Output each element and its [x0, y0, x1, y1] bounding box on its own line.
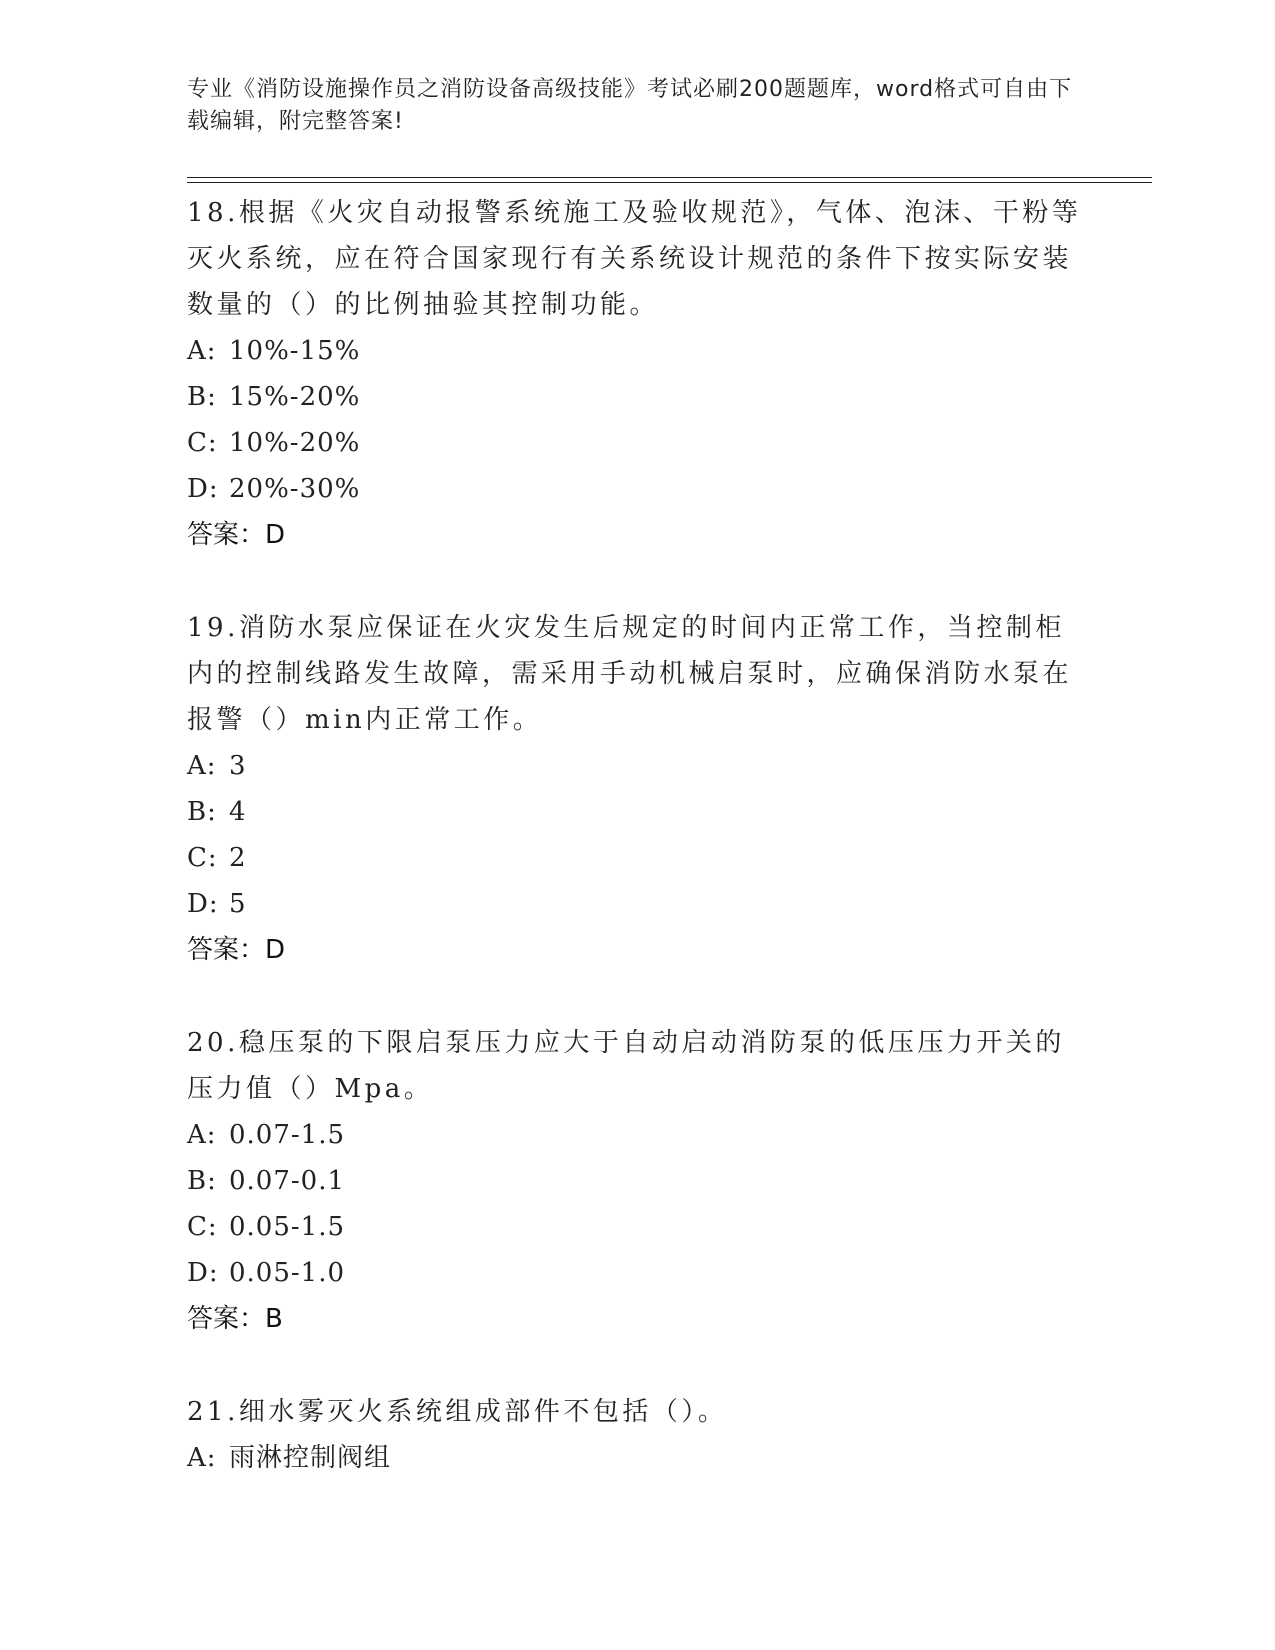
option-d — [187, 881, 1087, 927]
option-text: 雨淋控制阀组 — [229, 1443, 392, 1473]
question-item — [187, 605, 1087, 973]
option-letter: A: — [187, 1120, 217, 1150]
option-letter: A: — [187, 751, 217, 781]
question-text: 21.细水雾灭火系统组成部件不包括（）。 — [187, 1397, 728, 1427]
header-divider-double — [187, 182, 1152, 183]
question-item — [187, 190, 1087, 558]
option-text: 0.05-1.5 — [229, 1212, 346, 1242]
option-text: 20%-30% — [229, 474, 361, 504]
header-divider — [187, 177, 1152, 178]
answer-label: 答案：D — [187, 935, 286, 965]
option-letter: B: — [187, 797, 217, 827]
option-text: 2 — [229, 843, 247, 873]
question-text: 18.根据《火灾自动报警系统施工及验收规范》，气体、泡沫、干粉等灭火系统，应在符合国家现行有关系统设计规范的条件下按实际安装数量的（）的比例抽验其控制功能。 — [187, 198, 1082, 320]
option-letter: A: — [187, 1443, 217, 1473]
option-letter: C: — [187, 843, 218, 873]
option-d — [187, 466, 1087, 512]
option-text: 0.07-1.5 — [229, 1120, 346, 1150]
option-c — [187, 835, 1087, 881]
option-letter: D: — [187, 889, 219, 919]
option-text: 3 — [229, 751, 247, 781]
option-b — [187, 789, 1087, 835]
question-list — [187, 190, 1087, 1528]
option-letter: D: — [187, 1258, 219, 1288]
option-b — [187, 1158, 1087, 1204]
option-letter: B: — [187, 382, 217, 412]
option-b — [187, 374, 1087, 420]
option-a — [187, 328, 1087, 374]
option-letter: D: — [187, 474, 219, 504]
option-text: 0.07-0.1 — [229, 1166, 346, 1196]
option-text: 15%-20% — [229, 382, 361, 412]
option-c — [187, 1204, 1087, 1250]
option-letter: C: — [187, 428, 218, 458]
option-letter: A: — [187, 336, 217, 366]
answer-label: 答案：D — [187, 520, 286, 550]
option-a — [187, 1435, 1087, 1481]
option-d — [187, 1250, 1087, 1296]
option-c — [187, 420, 1087, 466]
option-letter: B: — [187, 1166, 217, 1196]
option-text: 5 — [229, 889, 247, 919]
question-item — [187, 1020, 1087, 1342]
answer-label: 答案：B — [187, 1304, 283, 1334]
option-text: 10%-15% — [229, 336, 361, 366]
option-text: 0.05-1.0 — [229, 1258, 346, 1288]
question-item — [187, 1389, 1087, 1481]
option-letter: C: — [187, 1212, 218, 1242]
option-text: 4 — [229, 797, 247, 827]
question-text: 19.消防水泵应保证在火灾发生后规定的时间内正常工作，当控制柜内的控制线路发生故障，需采用手动机械启泵时，应确保消防水泵在报警（）min内正常工作。 — [187, 613, 1073, 735]
document-header: 专业《消防设施操作员之消防设备高级技能》考试必刷200题题库，word格式可自由下载编辑，附完整答案! — [187, 77, 1073, 134]
question-text: 20.稳压泵的下限启泵压力应大于自动启动消防泵的低压压力开关的压力值（）Mpa。 — [187, 1028, 1065, 1104]
option-a — [187, 743, 1087, 789]
option-text: 10%-20% — [229, 428, 361, 458]
option-a — [187, 1112, 1087, 1158]
